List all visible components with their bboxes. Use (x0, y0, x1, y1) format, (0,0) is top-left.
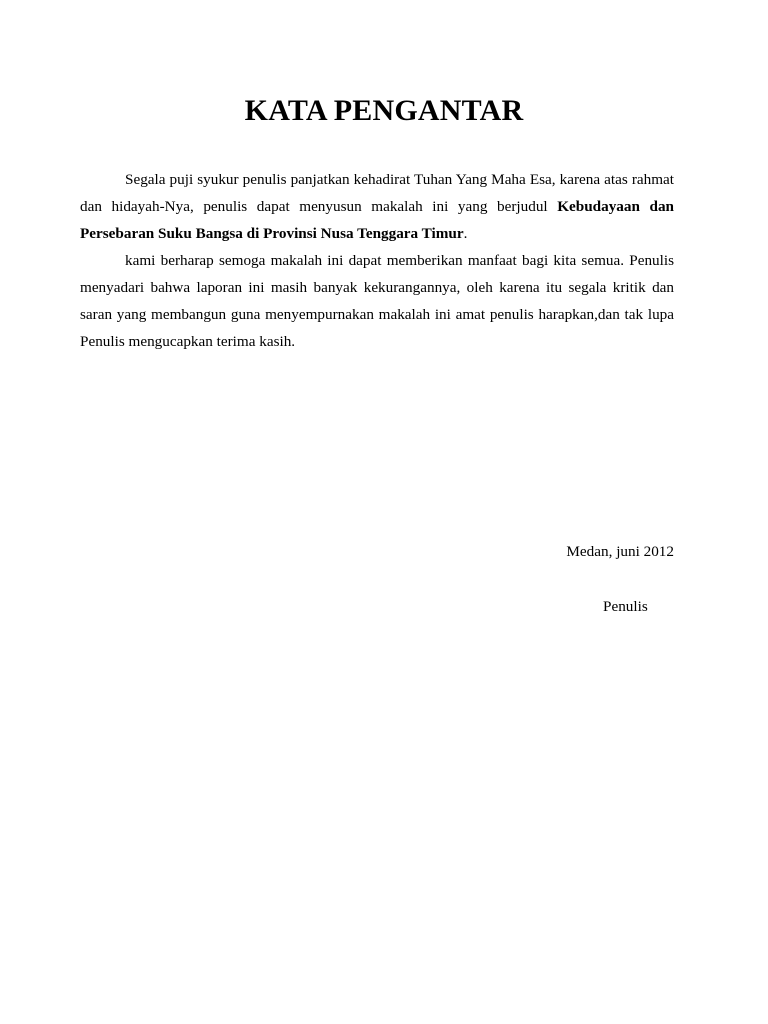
paragraph-intro-end: . (463, 225, 468, 242)
paragraph-closing: kami berharap semoga makalah ini dapat memberikan manfaat bagi kita semua. Penulis menyadari bahwa laporan ini masih banyak kekurangannya, oleh karena itu segala kritik dan saran yang membangun guna menyempurnakan makalah ini amat penulis harapkan,dan tak lupa Penulis mengucapkan terima kasih. (80, 252, 674, 350)
page-title: KATA PENGANTAR (244, 94, 524, 127)
paragraph-intro (80, 166, 674, 247)
author-signature: Penulis (603, 598, 648, 615)
paragraph-intro-text: Segala puji syukur penulis panjatkan kehadirat Tuhan Yang Maha Esa, karena atas rahmat dan hidayah-Nya, penulis dapat menyusun makalah ini yang berjudul (80, 171, 674, 215)
paper-title-bold: Kebudayaan dan Persebaran Suku Bangsa di Provinsi Nusa Tenggara Timur (80, 198, 675, 242)
body-text (80, 166, 674, 355)
place-date: Medan, juni 2012 (566, 543, 674, 560)
